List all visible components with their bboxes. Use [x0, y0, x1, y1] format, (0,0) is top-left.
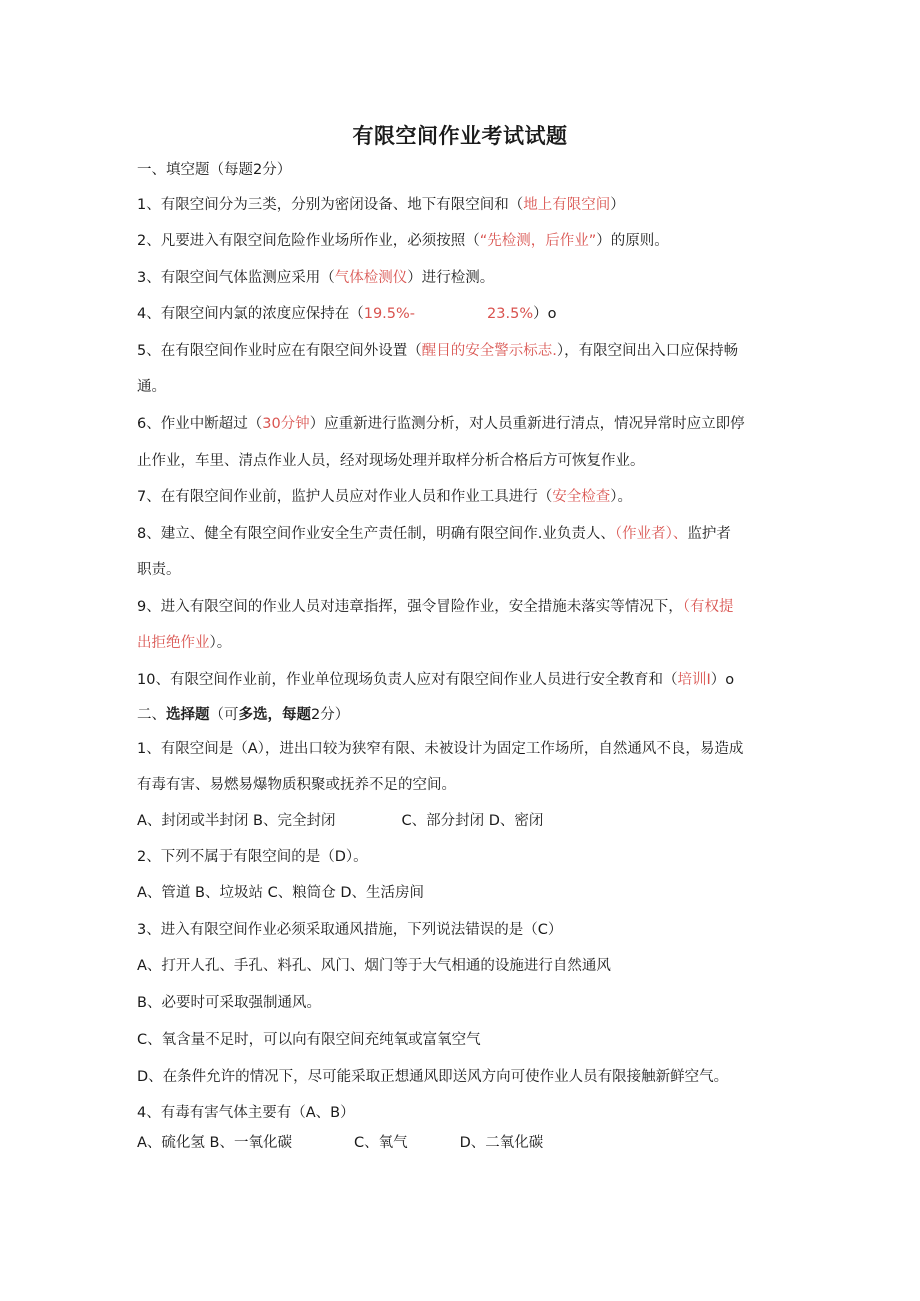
answer: （有权提: [682, 599, 734, 615]
choice-question-4: 4、有毒有害气体主要有（A、B）: [137, 1105, 355, 1121]
fill-question-9: 9、进入有限空间的作业人员对违章指挥，强令冒险作业，安全措施未落实等情况下，（有权提: [137, 599, 734, 615]
answer: “先检测，后作业”: [479, 233, 597, 249]
fill-question-6: 6、作业中断超过（30分钟）应重新进行监测分析，对人员重新进行清点，情况异常时应立即停: [137, 416, 745, 432]
fill-question-4: 4、有限空间内氯的浓度应保持在（19.5%- 23.5%）o: [137, 306, 557, 322]
fill-question-9-cont: 出拒绝作业）。: [137, 635, 232, 651]
answer: 气体检测仪: [334, 270, 408, 286]
choice-question-4-options: A、硫化氢 B、一氧化碳 C、氧气 D、二氧化碳: [137, 1135, 544, 1151]
fill-question-5: 5、在有限空间作业时应在有限空间外设置（醒目的安全警示标志.），有限空间出入口应保持畅: [137, 343, 739, 359]
section2-heading: 二、选择题（可多选，每题2分）: [137, 707, 350, 723]
fill-question-1: 1、有限空间分为三类，分别为密闭设备、地下有限空间和（地上有限空间）: [137, 197, 625, 213]
fill-question-7: 7、在有限空间作业前，监护人员应对作业人员和作业工具进行（安全检查）。: [137, 489, 632, 505]
fill-question-8-cont: 职责。: [137, 562, 181, 578]
choice-question-3: 3、进入有限空间作业必须采取通风措施，下列说法错误的是（C）: [137, 922, 563, 938]
answer: 19.5%-: [363, 306, 416, 322]
fill-question-10: 10、有限空间作业前，作业单位现场负责人应对有限空间作业人员进行安全教育和（培训I）o: [137, 672, 735, 688]
choice-question-3-option-a: A、打开人孔、手孔、料孔、风门、烟门等于大气相通的设施进行自然通风: [137, 958, 611, 974]
answer: 出拒绝作业: [137, 635, 210, 651]
answer: 培训I: [677, 672, 711, 688]
choice-question-3-option-b: B、必要时可采取强制通风。: [137, 995, 321, 1011]
choice-question-1-options: A、封闭或半封闭 B、完全封闭 C、部分封闭 D、密闭: [137, 813, 544, 829]
choice-question-3-option-d: D、在条件允许的情况下，尽可能采取正想通风即送风方向可使作业人员有限接触新鲜空气。: [137, 1069, 729, 1085]
fill-question-6-cont: 止作业，车里、清点作业人员，经对现场处理并取样分析合格后方可恢复作业。: [137, 453, 645, 469]
answer: 地上有限空间: [523, 197, 611, 213]
choice-question-1: 1、有限空间是（A），进出口较为狭窄有限、未被设计为固定工作场所，自然通风不良，易造成: [137, 741, 744, 757]
answer: 30分钟: [262, 416, 310, 432]
answer: 23.5%: [487, 306, 534, 322]
fill-question-8: 8、建立、健全有限空间作业安全生产责任制，明确有限空间作.业负责人、（作业者）、监护者: [137, 526, 731, 542]
section1-heading: 一、填空题（每题2分）: [137, 162, 292, 178]
fill-question-3: 3、有限空间气体监测应采用（气体检测仪）进行检测。: [137, 270, 495, 286]
answer: 安全检查: [552, 489, 611, 505]
fill-question-5-cont: 通。: [137, 379, 166, 395]
fill-question-2: 2、凡要进入有限空间危险作业场所作业，必须按照（“先检测，后作业”）的原则。: [137, 233, 669, 249]
choice-question-2: 2、下列不属于有限空间的是（D）。: [137, 849, 368, 865]
choice-question-1-cont: 有毒有害、易燃易爆物质积聚或抚养不足的空间。: [137, 777, 456, 793]
answer: （作业者）、: [614, 526, 688, 542]
choice-question-2-options: A、管道 B、垃圾站 C、粮筒仓 D、生活房间: [137, 885, 424, 901]
page-title: 有限空间作业考试试题: [352, 124, 568, 148]
answer: 醒目的安全警示标志.: [421, 343, 557, 359]
choice-question-3-option-c: C、氧含量不足时，可以向有限空间充纯氧或富氧空气: [137, 1032, 481, 1048]
